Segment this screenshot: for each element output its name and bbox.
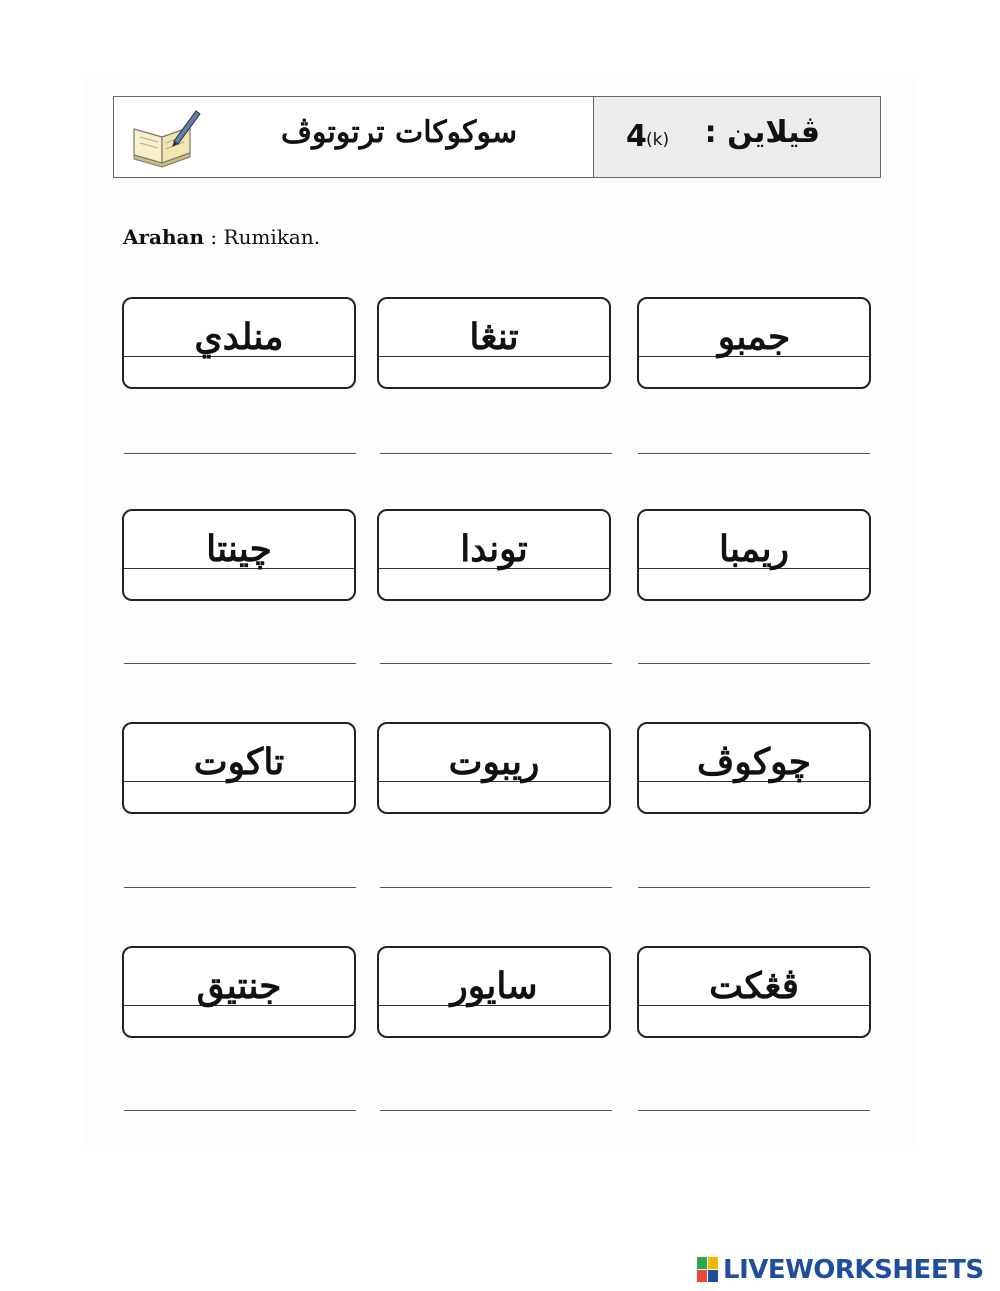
answer-line[interactable]: [380, 453, 612, 454]
word-card: [377, 297, 611, 389]
word-card: [377, 722, 611, 814]
lesson-suffix: (k): [646, 130, 670, 150]
jawi-word: ريمبا: [718, 528, 790, 570]
word-card: [637, 509, 871, 601]
jawi-word: تاكوت: [193, 741, 285, 783]
lesson-cell: [593, 97, 880, 177]
jawi-word: چوكوڤ: [697, 741, 811, 783]
liveworksheets-blocks-icon: [697, 1257, 719, 1283]
jawi-word: تنڠا: [469, 316, 519, 358]
word-card: [637, 297, 871, 389]
answer-line[interactable]: [124, 1110, 356, 1111]
instruction: [123, 225, 320, 249]
liveworksheets-logo[interactable]: [697, 1254, 984, 1286]
instruction-text: : Rumikan.: [204, 225, 321, 249]
answer-line[interactable]: [638, 887, 870, 888]
brand-name: LIVEWORKSHEETS: [723, 1255, 984, 1285]
answer-line[interactable]: [124, 663, 356, 664]
answer-line[interactable]: [638, 453, 870, 454]
open-book-with-pen-icon: [128, 107, 204, 169]
jawi-word: منلدي: [194, 316, 284, 358]
jawi-word: جمبو: [717, 316, 791, 358]
word-card: [122, 722, 356, 814]
jawi-word: سايور: [450, 965, 538, 1007]
jawi-word: توندا: [460, 528, 528, 570]
answer-line[interactable]: [380, 887, 612, 888]
answer-line[interactable]: [380, 663, 612, 664]
jawi-word: ريبوت: [448, 741, 540, 783]
jawi-word: جنتيق: [196, 965, 282, 1007]
jawi-word: ڤڠكت: [709, 965, 799, 1007]
lesson-label: ڤيلاين :: [704, 115, 820, 150]
word-card: [122, 509, 356, 601]
worksheet-title: سوكوكات ترتوتوڤ: [280, 115, 518, 150]
lesson-number: 4: [626, 119, 647, 154]
word-card: [122, 297, 356, 389]
instruction-label: Arahan: [123, 225, 205, 249]
word-card: [637, 946, 871, 1038]
answer-line[interactable]: [638, 663, 870, 664]
word-card: [377, 509, 611, 601]
answer-line[interactable]: [638, 1110, 870, 1111]
word-card: [637, 722, 871, 814]
worksheet-header: [113, 96, 881, 178]
answer-line[interactable]: [124, 887, 356, 888]
word-card: [377, 946, 611, 1038]
jawi-word: چينتا: [206, 528, 272, 570]
answer-line[interactable]: [124, 453, 356, 454]
answer-line[interactable]: [380, 1110, 612, 1111]
word-card: [122, 946, 356, 1038]
